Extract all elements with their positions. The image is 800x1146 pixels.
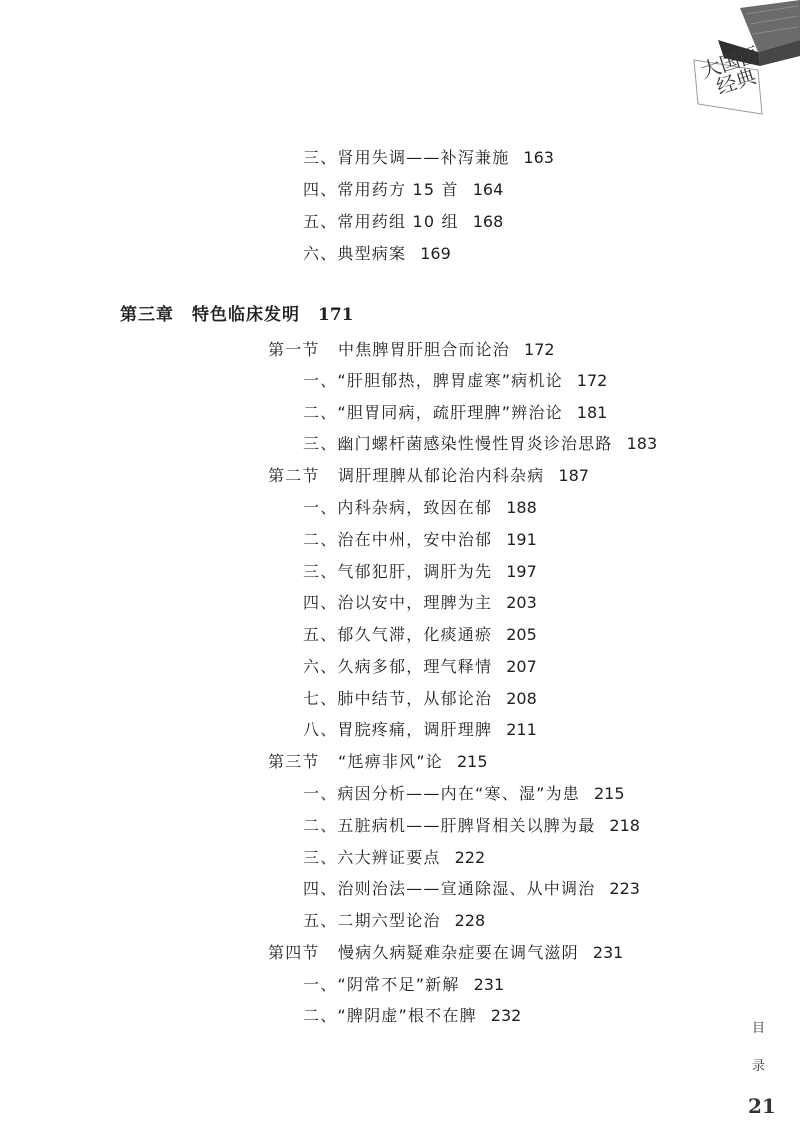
toc-entry[interactable] [303, 529, 537, 551]
page-number: 21 [748, 1094, 776, 1118]
toc-entry-title: 一、病因分析——内在“寒、湿”为患 [303, 784, 580, 803]
toc-entry-page: 203 [506, 593, 537, 612]
toc-entry-page: 207 [506, 657, 537, 676]
toc-entry-title: 八、胃脘疼痛，调肝理脾 [303, 720, 493, 739]
toc-entry-title: 三、肾用失调——补泻兼施 [303, 148, 510, 167]
toc-entry[interactable] [303, 910, 485, 932]
toc-entry[interactable] [303, 592, 537, 614]
toc-entry[interactable] [303, 1005, 521, 1027]
section-page: 187 [558, 466, 589, 485]
toc-entry-page: 172 [576, 371, 608, 390]
section-title: 慢病久病疑难杂症要在调气滋阴 [338, 943, 579, 962]
toc-entry[interactable] [303, 847, 485, 869]
toc-entry-title: 二、“脾阴虚”根不在脾 [303, 1006, 477, 1025]
toc-entry-page: 188 [506, 498, 537, 517]
toc-entry-title: 五、常用药组 10 组 [303, 212, 459, 231]
toc-entry-title: 六、久病多郁，理气释情 [303, 657, 493, 676]
toc-entry[interactable] [303, 783, 625, 805]
toc-entry[interactable] [303, 497, 537, 519]
toc-entry[interactable] [303, 561, 537, 583]
toc-entry[interactable] [303, 370, 607, 392]
toc-entry-page: 232 [490, 1006, 522, 1025]
toc-entry-page: 215 [593, 784, 625, 803]
toc-entry-page: 164 [472, 180, 504, 199]
toc-entry-page: 168 [472, 212, 504, 231]
toc-entry-title: 一、内科杂病，致因在郁 [303, 498, 493, 517]
toc-entry-page: 183 [626, 434, 658, 453]
section-title: 中焦脾胃肝胆合而论治 [338, 340, 511, 359]
toc-entry[interactable] [303, 719, 537, 741]
section-page: 172 [524, 340, 555, 359]
toc-entry-page: 163 [523, 148, 554, 167]
toc-entry-title: 三、气郁犯肝，调肝为先 [303, 562, 493, 581]
toc-entry[interactable] [303, 211, 503, 233]
section-label: 第一节 [268, 340, 320, 359]
toc-entry-page: 208 [506, 689, 537, 708]
section-label: 第二节 [268, 466, 320, 485]
toc-entry[interactable] [303, 433, 657, 455]
toc-entry-title: 一、“肝胆郁热，脾胃虚寒”病机论 [303, 371, 563, 390]
toc-entry-page: 222 [454, 848, 486, 867]
toc-entry-title: 五、郁久气滞，化痰通瘀 [303, 625, 493, 644]
toc-entry-page: 211 [506, 720, 537, 739]
toc-entry-page: 218 [609, 816, 640, 835]
toc-section-heading[interactable] [268, 465, 589, 487]
toc-entry-page: 228 [454, 911, 486, 930]
toc-entry[interactable] [303, 243, 451, 265]
section-label: 第四节 [268, 943, 320, 962]
toc-section-heading[interactable] [268, 751, 488, 773]
toc-entry-page: 181 [576, 403, 608, 422]
chapter-title: 第三章 特色临床发明 [120, 305, 300, 325]
toc-entry[interactable] [303, 656, 537, 678]
toc-entry-page: 223 [609, 879, 640, 898]
toc-entry-title: 四、治则治法——宣通除湿、从中调治 [303, 879, 596, 898]
section-label: 第三节 [268, 752, 320, 771]
toc-entry-title: 四、治以安中，理脾为主 [303, 593, 493, 612]
toc-entry-page: 197 [506, 562, 537, 581]
toc-section-heading[interactable] [268, 339, 555, 361]
toc-entry[interactable] [303, 147, 554, 169]
toc-entry[interactable] [303, 815, 640, 837]
toc-entry-title: 一、“阴常不足”新解 [303, 975, 460, 994]
toc-entry-page: 191 [506, 530, 537, 549]
toc-entry-page: 231 [473, 975, 505, 994]
toc-entry-title: 六、典型病案 [303, 244, 407, 263]
side-label-lu: 录 [752, 1059, 766, 1074]
toc-entry-title: 二、治在中州，安中治郁 [303, 530, 493, 549]
toc-entry[interactable] [303, 624, 537, 646]
section-title: “尪痹非风”论 [338, 752, 443, 771]
seal-text: 大国医经典 [697, 41, 763, 100]
section-page: 215 [456, 752, 488, 771]
toc-entry-title: 四、常用药方 15 首 [303, 180, 459, 199]
toc-section-heading[interactable] [268, 942, 623, 964]
toc-entry-title: 二、五脏病机——肝脾肾相关以脾为最 [303, 816, 596, 835]
section-title: 调肝理脾从郁论治内科杂病 [338, 466, 545, 485]
toc-entry-title: 五、二期六型论治 [303, 911, 441, 930]
toc-entry[interactable] [303, 402, 607, 424]
toc-entry[interactable] [303, 974, 504, 996]
toc-entry[interactable] [303, 179, 503, 201]
toc-chapter-heading[interactable] [120, 304, 354, 326]
side-label-mu: 目 [752, 1021, 766, 1036]
toc-entry-title: 三、六大辨证要点 [303, 848, 441, 867]
toc-entry-page: 169 [420, 244, 451, 263]
chapter-page: 171 [318, 305, 354, 325]
toc-entry-title: 二、“胆胃同病，疏肝理脾”辨治论 [303, 403, 563, 422]
toc-entry-title: 七、肺中结节，从郁论治 [303, 689, 493, 708]
toc-entry-page: 205 [506, 625, 537, 644]
toc-entry[interactable] [303, 878, 640, 900]
toc-entry[interactable] [303, 688, 537, 710]
section-page: 231 [592, 943, 624, 962]
toc-entry-title: 三、幽门螺杆菌感染性慢性胃炎诊治思路 [303, 434, 613, 453]
